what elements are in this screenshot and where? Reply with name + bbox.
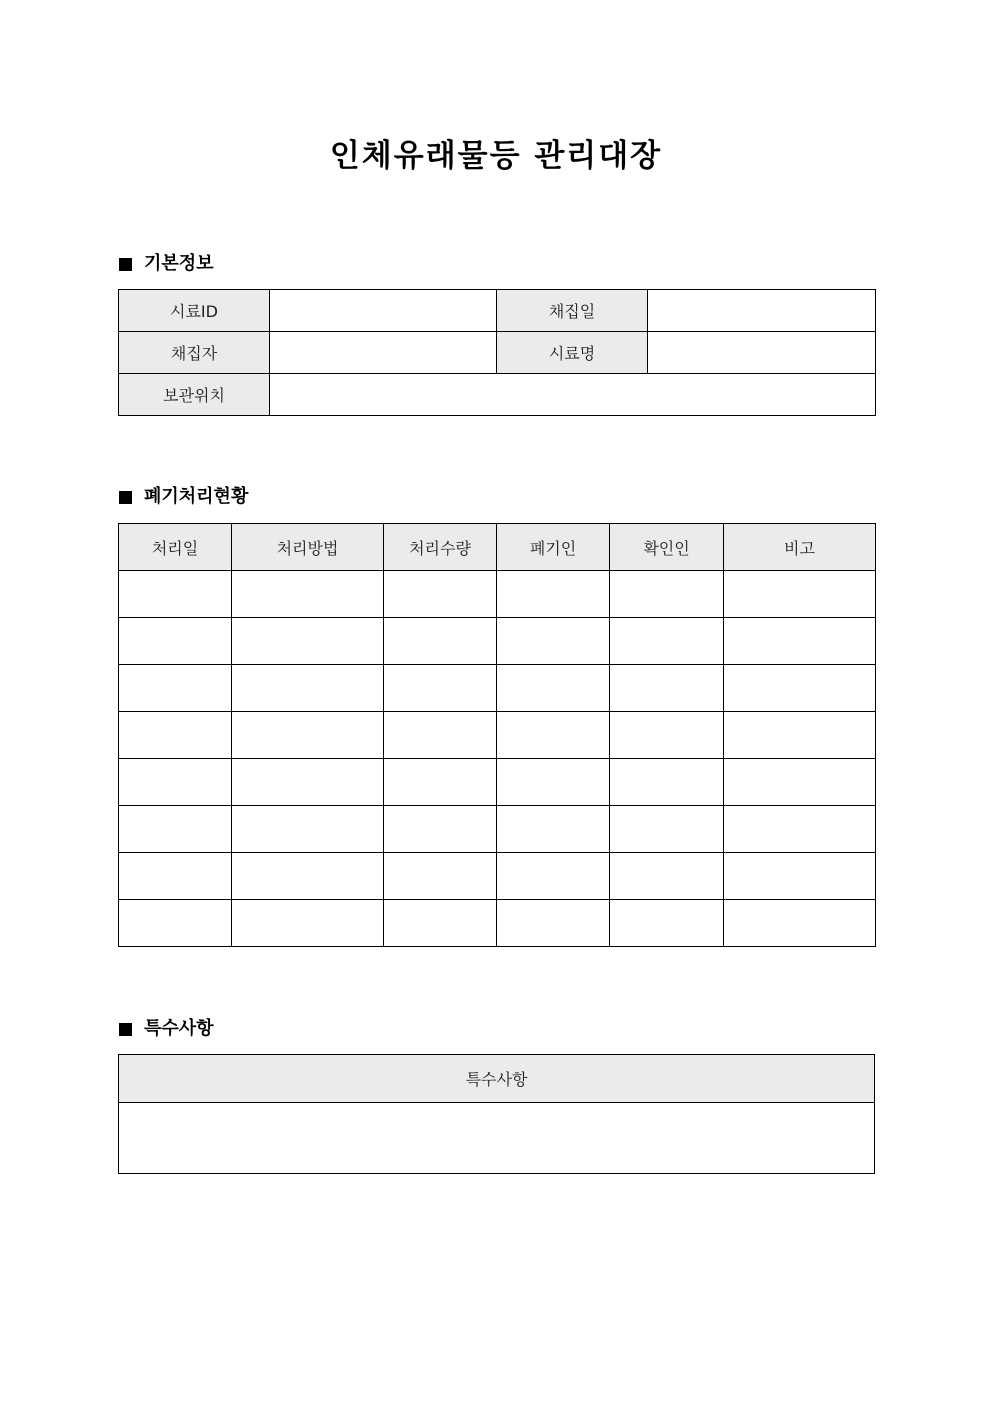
table-row [119,759,876,806]
disposal-cell-verifier[interactable] [610,853,724,900]
disposal-cell-method[interactable] [232,618,384,665]
disposal-cell-remarks[interactable] [724,712,876,759]
disposal-cell-verifier[interactable] [610,665,724,712]
disposal-cell-date[interactable] [119,618,232,665]
column-header-quantity: 처리수량 [384,524,497,571]
disposal-cell-disposer[interactable] [497,759,610,806]
disposal-cell-remarks[interactable] [724,618,876,665]
disposal-cell-remarks[interactable] [724,571,876,618]
disposal-cell-method[interactable] [232,665,384,712]
sample-name-label: 시료명 [497,332,648,374]
table-row [119,571,876,618]
storage-location-label: 보관위치 [119,374,270,416]
disposal-cell-date[interactable] [119,571,232,618]
disposal-cell-verifier[interactable] [610,806,724,853]
disposal-cell-disposer[interactable] [497,618,610,665]
disposal-cell-method[interactable] [232,759,384,806]
section-heading-label: 특수사항 [144,1018,214,1039]
disposal-cell-disposer[interactable] [497,853,610,900]
table-row [119,853,876,900]
disposal-cell-verifier[interactable] [610,900,724,947]
table-row [119,1103,875,1174]
table-row [119,290,876,332]
collector-field[interactable] [270,332,497,374]
section-heading-notes [119,1017,214,1041]
table-header-row [119,1055,875,1103]
table-row [119,712,876,759]
collection-date-field[interactable] [648,290,876,332]
disposal-cell-disposer[interactable] [497,665,610,712]
section-heading-basic-info [119,252,214,276]
disposal-cell-disposer[interactable] [497,806,610,853]
disposal-cell-disposer[interactable] [497,712,610,759]
table-header-row [119,524,876,571]
disposal-cell-verifier[interactable] [610,759,724,806]
square-bullet-icon [119,1023,132,1036]
disposal-cell-method[interactable] [232,853,384,900]
section-heading-disposal [119,485,248,509]
disposal-cell-verifier[interactable] [610,618,724,665]
collection-date-label: 채집일 [497,290,648,332]
sample-id-field[interactable] [270,290,497,332]
disposal-cell-date[interactable] [119,759,232,806]
disposal-cell-disposer[interactable] [497,900,610,947]
disposal-cell-quantity[interactable] [384,665,497,712]
collector-label: 채집자 [119,332,270,374]
disposal-cell-quantity[interactable] [384,618,497,665]
disposal-cell-quantity[interactable] [384,712,497,759]
disposal-cell-date[interactable] [119,665,232,712]
storage-location-field[interactable] [270,374,876,416]
disposal-cell-date[interactable] [119,806,232,853]
table-row [119,806,876,853]
disposal-cell-method[interactable] [232,571,384,618]
table-row [119,374,876,416]
table-row [119,900,876,947]
section-heading-label: 폐기처리현황 [144,486,249,507]
disposal-cell-verifier[interactable] [610,571,724,618]
disposal-cell-quantity[interactable] [384,571,497,618]
disposal-cell-remarks[interactable] [724,665,876,712]
disposal-cell-method[interactable] [232,900,384,947]
square-bullet-icon [119,258,132,271]
disposal-cell-quantity[interactable] [384,806,497,853]
disposal-cell-method[interactable] [232,806,384,853]
table-row [119,618,876,665]
sample-name-field[interactable] [648,332,876,374]
column-header-method: 처리방법 [232,524,384,571]
table-row [119,332,876,374]
basic-info-table [118,289,876,416]
square-bullet-icon [119,491,132,504]
disposal-cell-remarks[interactable] [724,759,876,806]
disposal-cell-date[interactable] [119,712,232,759]
column-header-remarks: 비고 [724,524,876,571]
disposal-cell-method[interactable] [232,712,384,759]
disposal-cell-remarks[interactable] [724,806,876,853]
disposal-cell-quantity[interactable] [384,853,497,900]
column-header-date: 처리일 [119,524,232,571]
disposal-cell-remarks[interactable] [724,853,876,900]
column-header-verifier: 확인인 [610,524,724,571]
notes-table [118,1054,875,1174]
table-row [119,665,876,712]
disposal-cell-verifier[interactable] [610,712,724,759]
disposal-cell-remarks[interactable] [724,900,876,947]
notes-field[interactable] [119,1103,875,1174]
document-title: 인체유래물등 관리대장 [329,138,663,174]
disposal-cell-disposer[interactable] [497,571,610,618]
notes-column-header: 특수사항 [119,1055,875,1103]
sample-id-label: 시료ID [119,290,270,332]
disposal-cell-quantity[interactable] [384,759,497,806]
disposal-cell-date[interactable] [119,853,232,900]
disposal-cell-date[interactable] [119,900,232,947]
disposal-cell-quantity[interactable] [384,900,497,947]
section-heading-label: 기본정보 [144,253,214,274]
column-header-disposer: 폐기인 [497,524,610,571]
disposal-table [118,523,876,947]
